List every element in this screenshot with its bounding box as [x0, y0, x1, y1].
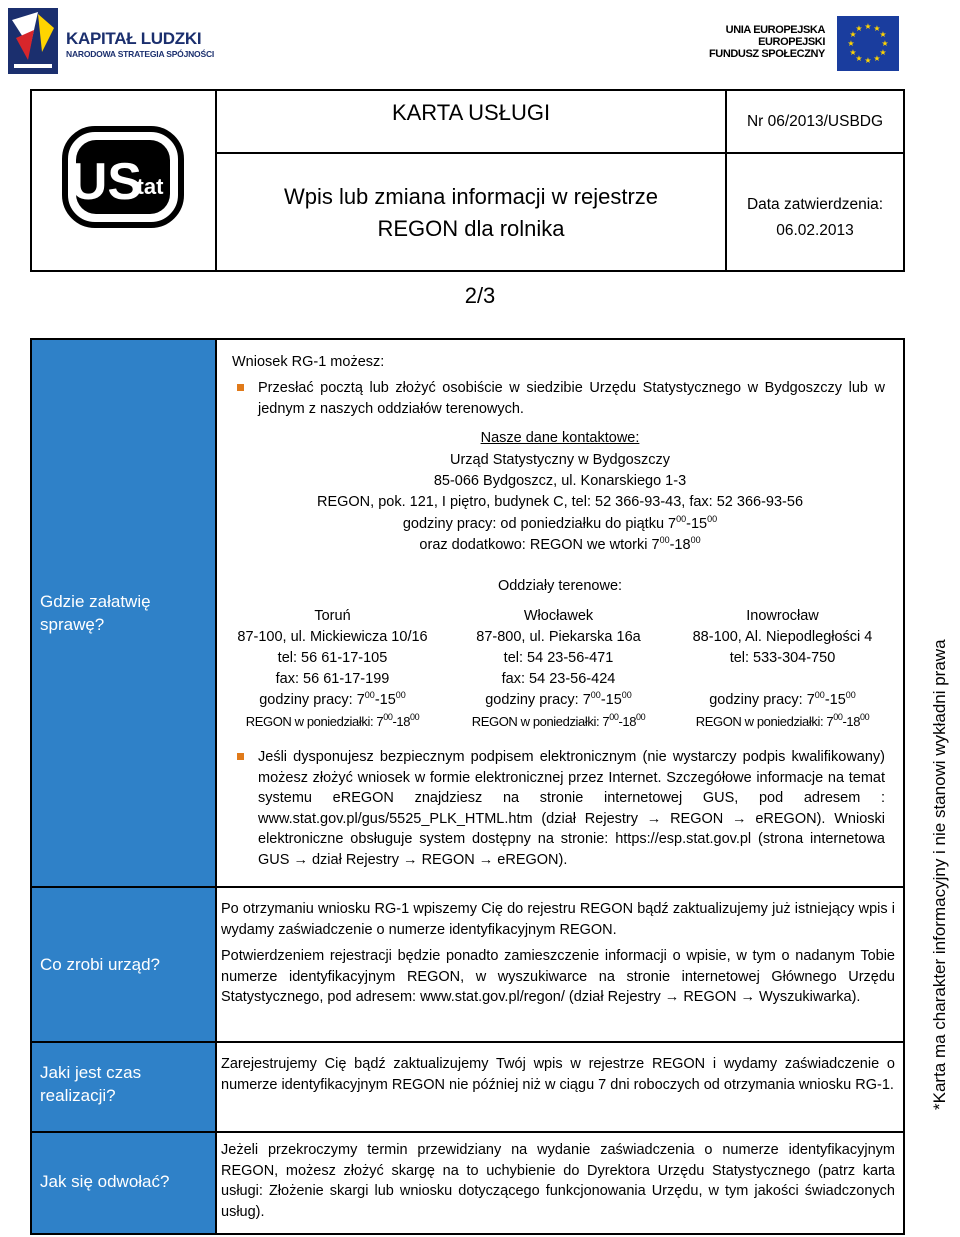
- ue-text: [640, 24, 825, 60]
- card-number: Nr 06/2013/USBDG: [746, 113, 884, 130]
- header-divider-horizontal: [217, 152, 903, 154]
- kapital-ludzki-subtitle: NARODOWA STRATEGIA SPÓJNOŚCI: [66, 49, 215, 59]
- where-intro: Wniosek RG-1 możesz:: [232, 354, 385, 370]
- label-appeal: Jak się odwołać?: [40, 1172, 170, 1191]
- svg-text:★: ★: [864, 56, 872, 65]
- row-divider-2: [32, 1041, 903, 1043]
- bullet-marker-1: [237, 384, 244, 391]
- svg-text:★: ★: [849, 48, 857, 57]
- label-time: Jaki jest czas realizacji?: [40, 1063, 142, 1105]
- office-name: Urząd Statystyczny w Bydgoszczy: [450, 452, 670, 468]
- eu-flag-icon: [837, 16, 899, 71]
- svg-text:★: ★: [855, 54, 863, 63]
- branch-fax: fax: 56 61-17-199: [275, 671, 390, 687]
- branches-heading: Oddziały terenowe:: [497, 578, 623, 594]
- what-paragraph-1: Po otrzymaniu wniosku RG-1 wpiszemy Cię do rejestru REGON bądź zaktualizujemy już istniejący wpis i wydamy zaświadczenie o numerze identyfikacyjnym REGON.: [221, 901, 895, 938]
- branch-address: 87-800, ul. Piekarska 16a: [476, 629, 641, 645]
- svg-text:★: ★: [873, 54, 881, 63]
- service-title-line-1: Wpis lub zmiana informacji w rejestrze: [283, 184, 659, 209]
- branch-regon-hours: REGON w poniedziałki: $7^{00}-18^{00}$: [245, 712, 420, 729]
- svg-text:★: ★: [873, 24, 881, 33]
- branch-city: Toruń: [314, 608, 351, 624]
- branch-regon-hours: REGON w poniedziałki: $7^{00}-18^{00}$: [471, 712, 646, 729]
- where-bullet-1: Przesłać pocztą lub złożyć osobiście w siedzibie Urzędu Statystycznego w Bydgoszczy lub w jednym z naszych oddziałów terenowych.: [258, 380, 885, 417]
- row-divider-1: [32, 886, 903, 888]
- where-bullet-2: Jeśli dysponujesz bezpiecznym podpisem elektronicznym (nie wystarczy podpis kwalifikowany) możesz złożyć wniosek w formie elektronicznej przez Internet. Szczegółowe informacje na temat systemu eREGON znajdziesz na stronie internetowej GUS, pod adresem : www.stat.gov.pl/gus/5525_PLK_HTML.htm (dział Rejestry → REGON → eREGON). Wnioski elektroniczne obsługuje system dostępny na stronie: https://esp.stat.gov.pl (strona internetowa GUS → dział Rejestry → REGON → eREGON).: [258, 749, 885, 868]
- svg-text:tat: tat: [136, 174, 164, 199]
- approval-label: Data zatwierdzenia:: [746, 196, 884, 213]
- branch-hours: godziny pracy: $7^{00}-15^{00}$: [709, 690, 856, 708]
- time-paragraph: Zarejestrujemy Cię bądź zaktualizujemy Twój wpis w rejestrze REGON i wydamy zaświadczenie o numerze identyfikacyjnym REGON nie później niż w ciągu 7 dni roboczych od otrzymania wniosku RG-1.: [221, 1056, 895, 1093]
- branch-hours: godziny pracy: $7^{00}-15^{00}$: [259, 690, 406, 708]
- branch-tel: tel: 56 61-17-105: [277, 650, 388, 666]
- branch-tel: tel: 54 23-56-471: [503, 650, 614, 666]
- ue-line-2: EUROPEJSKI: [758, 36, 825, 48]
- branch-wloclawek: [446, 606, 671, 732]
- branch-inowroclaw: [670, 606, 895, 732]
- label-where: Gdzie załatwię sprawę?: [40, 592, 151, 634]
- approval-date-value: 06.02.2013: [776, 222, 854, 239]
- svg-text:★: ★: [864, 22, 872, 31]
- approval-date: [727, 192, 903, 244]
- ue-line-1: UNIA EUROPEJSKA: [725, 24, 825, 36]
- service-title: [217, 181, 725, 245]
- branch-hours: godziny pracy: $7^{00}-15^{00}$: [485, 690, 632, 708]
- branch-tel: tel: 533-304-750: [729, 650, 836, 666]
- svg-text:★: ★: [849, 30, 857, 39]
- office-hours: godziny pracy: od poniedziałku do piątku $7^{00}-15^{00}$: [402, 514, 718, 532]
- contact-heading: Nasze dane kontaktowe:: [480, 430, 640, 446]
- branch-fax: fax: 54 23-56-424: [501, 671, 616, 687]
- what-paragraph-2: Potwierdzeniem rejestracji będzie ponadto zamieszczenie informacji o wpisie, w tym o nadanym Tobie numerze identyfikacyjnym REGON, w wyszukiwarce na stronie internetowej Głównego Urzędu Statystycznego, pod adresem: www.stat.gov.pl/regon/ (dział Rejestry → REGON → Wyszukiwarka).: [221, 948, 895, 1005]
- branch-address: 88-100, Al. Niepodległości 4: [692, 629, 873, 645]
- branch-city: Włocławek: [523, 608, 594, 624]
- branch-city: Inowrocław: [746, 608, 819, 624]
- svg-text:★: ★: [881, 39, 889, 48]
- side-note-text: *Karta ma charakter informacyjny i nie stanowi wykładni prawa: [930, 639, 949, 1110]
- branch-address: 87-100, ul. Mickiewicza 10/16: [237, 629, 428, 645]
- office-address: 85-066 Bydgoszcz, ul. Konarskiego 1-3: [433, 473, 687, 489]
- card-title: KARTA USŁUGI: [391, 100, 551, 125]
- branch-fax: [670, 669, 895, 690]
- branch-regon-hours: REGON w poniedziałki: $7^{00}-18^{00}$: [695, 712, 870, 729]
- page-number: 2/3: [464, 283, 496, 308]
- svg-text:★: ★: [855, 24, 863, 33]
- svg-text:★: ★: [847, 39, 855, 48]
- office-extra-hours: oraz dodatkowo: REGON we wtorki $7^{00}-18^{00}$: [419, 535, 701, 553]
- label-what: Co zrobi urząd?: [40, 955, 161, 974]
- branch-torun: [220, 606, 445, 732]
- side-note: [930, 0, 954, 1110]
- ustat-logo: [62, 126, 184, 228]
- svg-text:★: ★: [879, 48, 887, 57]
- svg-text:US: US: [69, 153, 143, 211]
- kapital-ludzki-logo: [8, 8, 58, 74]
- row-divider-3: [32, 1131, 903, 1133]
- kapital-ludzki-title: KAPITAŁ LUDZKI: [66, 29, 202, 48]
- svg-text:★: ★: [879, 30, 887, 39]
- appeal-paragraph: Jeżeli przekroczymy termin przewidziany na wydanie zaświadczenia o numerze identyfikacyjnym REGON, możesz złożyć skargę na to uchybienie do Dyrektora Urzędu Statystycznego (patrz karta usługi: Złożenie skargi lub wniosku dotyczącego funkcjonowania Urzędu, w tym jakości świadczonych usług).: [221, 1142, 895, 1220]
- bullet-marker-2: [237, 753, 244, 760]
- service-title-line-2: REGON dla rolnika: [377, 216, 565, 241]
- office-details: REGON, pok. 121, I piętro, budynek C, tel: 52 366-93-43, fax: 52 366-93-56: [316, 494, 804, 510]
- ue-line-3: FUNDUSZ SPOŁECZNY: [708, 48, 825, 60]
